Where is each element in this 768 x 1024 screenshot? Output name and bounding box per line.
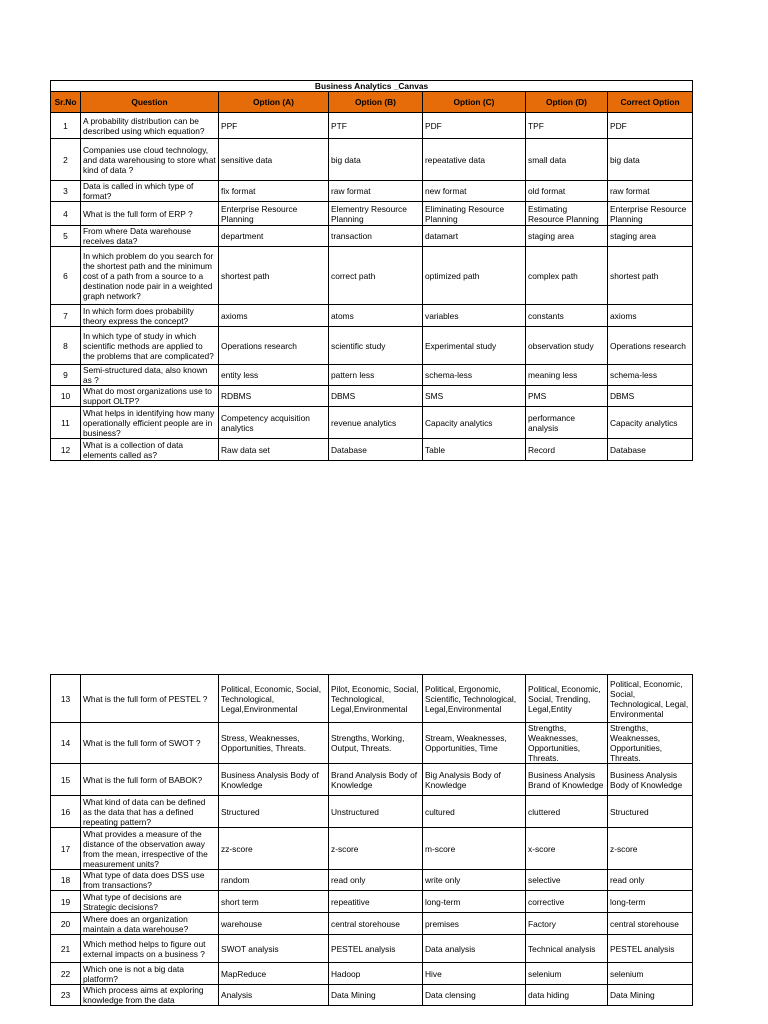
correct-option-cell: Structured: [608, 796, 693, 828]
correct-option-cell: Data Mining: [608, 985, 693, 1006]
option-a-cell: zz-score: [219, 828, 329, 870]
question-cell: What is the full form of ERP ?: [81, 202, 219, 226]
option-d-cell: corrective: [526, 891, 608, 913]
correct-option-cell: staging area: [608, 226, 693, 247]
sr-no-cell: 19: [51, 891, 81, 913]
option-c-cell: Big Analysis Body of Knowledge: [423, 764, 526, 796]
question-cell: What kind of data can be defined as the data that has a defined repeating pattern?: [81, 796, 219, 828]
option-a-cell: sensitive data: [219, 139, 329, 181]
correct-option-cell: central storehouse: [608, 913, 693, 935]
table-row: [51, 113, 693, 139]
table-row: [51, 386, 693, 407]
correct-option-cell: PDF: [608, 113, 693, 139]
option-d-cell: Technical analysis: [526, 935, 608, 963]
option-b-cell: transaction: [329, 226, 423, 247]
option-c-cell: Capacity analytics: [423, 407, 526, 439]
question-cell: In which problem do you search for the shortest path and the minimum cost of a path from a source to a destination node pair in a weighted graph network?: [81, 247, 219, 305]
option-b-cell: read only: [329, 870, 423, 891]
option-b-cell: scientific study: [329, 327, 423, 365]
option-a-cell: Structured: [219, 796, 329, 828]
table-row: [51, 181, 693, 202]
option-a-cell: Raw data set: [219, 439, 329, 461]
option-c-cell: PDF: [423, 113, 526, 139]
header-option-b: Option (B): [329, 92, 423, 113]
option-d-cell: TPF: [526, 113, 608, 139]
option-d-cell: Strengths, Weaknesses, Opportunities, Threats.: [526, 723, 608, 764]
option-c-cell: datamart: [423, 226, 526, 247]
table-row: [51, 439, 693, 461]
sr-no-cell: 11: [51, 407, 81, 439]
table-row: [51, 935, 693, 963]
correct-option-cell: Database: [608, 439, 693, 461]
option-c-cell: variables: [423, 305, 526, 327]
option-a-cell: Enterprise Resource Planning: [219, 202, 329, 226]
option-b-cell: atoms: [329, 305, 423, 327]
table-row: [51, 327, 693, 365]
correct-option-cell: raw format: [608, 181, 693, 202]
question-cell: Data is called in which type of format?: [81, 181, 219, 202]
option-c-cell: Table: [423, 439, 526, 461]
sheet-title: Business Analytics _Canvas: [51, 81, 693, 92]
question-cell: What do most organizations use to support OLTP?: [81, 386, 219, 407]
option-d-cell: complex path: [526, 247, 608, 305]
header-sr-no: Sr.No: [51, 92, 81, 113]
option-b-cell: PTF: [329, 113, 423, 139]
option-d-cell: Political, Economic, Social, Trending, Legal,Entity: [526, 675, 608, 723]
questions-table-1: [50, 80, 693, 461]
option-a-cell: Operations research: [219, 327, 329, 365]
sr-no-cell: 18: [51, 870, 81, 891]
option-d-cell: small data: [526, 139, 608, 181]
option-c-cell: Eliminating Resource Planning: [423, 202, 526, 226]
header-correct-option: Correct Option: [608, 92, 693, 113]
correct-option-cell: Enterprise Resource Planning: [608, 202, 693, 226]
question-cell: What type of data does DSS use from transactions?: [81, 870, 219, 891]
option-a-cell: random: [219, 870, 329, 891]
question-cell: What is the full form of PESTEL ?: [81, 675, 219, 723]
option-d-cell: Estimating Resource Planning: [526, 202, 608, 226]
option-b-cell: Database: [329, 439, 423, 461]
option-b-cell: z-score: [329, 828, 423, 870]
option-b-cell: DBMS: [329, 386, 423, 407]
table-row: [51, 985, 693, 1006]
option-c-cell: Data analysis: [423, 935, 526, 963]
table-row: [51, 407, 693, 439]
table-row: [51, 870, 693, 891]
sr-no-cell: 8: [51, 327, 81, 365]
question-cell: What helps in identifying how many operationally efficient people are in business?: [81, 407, 219, 439]
correct-option-cell: Operations research: [608, 327, 693, 365]
sr-no-cell: 14: [51, 723, 81, 764]
option-a-cell: shortest path: [219, 247, 329, 305]
option-c-cell: Stream, Weaknesses, Opportunities, Time: [423, 723, 526, 764]
option-d-cell: data hiding: [526, 985, 608, 1006]
question-cell: Where does an organization maintain a data warehouse?: [81, 913, 219, 935]
option-b-cell: Unstructured: [329, 796, 423, 828]
question-cell: What provides a measure of the distance of the observation away from the mean, irrespective of the measurement units?: [81, 828, 219, 870]
sr-no-cell: 1: [51, 113, 81, 139]
option-d-cell: cluttered: [526, 796, 608, 828]
option-a-cell: axioms: [219, 305, 329, 327]
option-a-cell: entity less: [219, 365, 329, 386]
table-row: [51, 305, 693, 327]
option-c-cell: SMS: [423, 386, 526, 407]
sr-no-cell: 17: [51, 828, 81, 870]
question-cell: Companies use cloud technology, and data warehousing to store what kind of data ?: [81, 139, 219, 181]
table-row: [51, 247, 693, 305]
sr-no-cell: 6: [51, 247, 81, 305]
sr-no-cell: 13: [51, 675, 81, 723]
sr-no-cell: 9: [51, 365, 81, 386]
option-b-cell: pattern less: [329, 365, 423, 386]
option-c-cell: Hive: [423, 963, 526, 985]
sr-no-cell: 3: [51, 181, 81, 202]
sr-no-cell: 23: [51, 985, 81, 1006]
questions-table-2: [50, 674, 693, 1006]
correct-option-cell: schema-less: [608, 365, 693, 386]
option-b-cell: Elementry Resource Planning: [329, 202, 423, 226]
option-a-cell: SWOT analysis: [219, 935, 329, 963]
option-b-cell: repeatitive: [329, 891, 423, 913]
question-cell: In which type of study in which scientific methods are applied to the problems that are complicated?: [81, 327, 219, 365]
option-b-cell: raw format: [329, 181, 423, 202]
option-c-cell: Experimental study: [423, 327, 526, 365]
sr-no-cell: 15: [51, 764, 81, 796]
option-b-cell: central storehouse: [329, 913, 423, 935]
table-row: [51, 675, 693, 723]
option-b-cell: Hadoop: [329, 963, 423, 985]
option-c-cell: m-score: [423, 828, 526, 870]
option-c-cell: long-term: [423, 891, 526, 913]
option-a-cell: RDBMS: [219, 386, 329, 407]
correct-option-cell: read only: [608, 870, 693, 891]
option-d-cell: constants: [526, 305, 608, 327]
option-d-cell: selective: [526, 870, 608, 891]
question-cell: Semi-structured data, also known as ?: [81, 365, 219, 386]
option-a-cell: MapReduce: [219, 963, 329, 985]
correct-option-cell: axioms: [608, 305, 693, 327]
option-d-cell: x-score: [526, 828, 608, 870]
option-b-cell: Strengths, Working, Output, Threats.: [329, 723, 423, 764]
table-row: [51, 963, 693, 985]
table-row: [51, 226, 693, 247]
sr-no-cell: 12: [51, 439, 81, 461]
correct-option-cell: big data: [608, 139, 693, 181]
option-d-cell: Record: [526, 439, 608, 461]
sr-no-cell: 4: [51, 202, 81, 226]
header-row: [51, 92, 693, 113]
correct-option-cell: PESTEL analysis: [608, 935, 693, 963]
option-d-cell: Business Analysis Brand of Knowledge: [526, 764, 608, 796]
sr-no-cell: 16: [51, 796, 81, 828]
option-c-cell: schema-less: [423, 365, 526, 386]
correct-option-cell: Business Analysis Body of Knowledge: [608, 764, 693, 796]
option-d-cell: staging area: [526, 226, 608, 247]
sr-no-cell: 7: [51, 305, 81, 327]
question-cell: What is the full form of SWOT ?: [81, 723, 219, 764]
table-row: [51, 139, 693, 181]
option-d-cell: Factory: [526, 913, 608, 935]
correct-option-cell: DBMS: [608, 386, 693, 407]
option-c-cell: Data clensing: [423, 985, 526, 1006]
option-c-cell: write only: [423, 870, 526, 891]
sr-no-cell: 20: [51, 913, 81, 935]
question-cell: From where Data warehouse receives data?: [81, 226, 219, 247]
option-a-cell: department: [219, 226, 329, 247]
option-a-cell: PPF: [219, 113, 329, 139]
option-c-cell: new format: [423, 181, 526, 202]
sr-no-cell: 2: [51, 139, 81, 181]
header-option-d: Option (D): [526, 92, 608, 113]
option-a-cell: Analysis: [219, 985, 329, 1006]
correct-option-cell: Political, Economic, Social, Technological, Legal, Environmental: [608, 675, 693, 723]
option-d-cell: selenium: [526, 963, 608, 985]
option-a-cell: short term: [219, 891, 329, 913]
question-cell: Which one is not a big data platform?: [81, 963, 219, 985]
option-d-cell: performance analysis: [526, 407, 608, 439]
option-b-cell: big data: [329, 139, 423, 181]
header-question: Question: [81, 92, 219, 113]
option-b-cell: revenue analytics: [329, 407, 423, 439]
option-a-cell: Business Analysis Body of Knowledge: [219, 764, 329, 796]
question-cell: Which process aims at exploring knowledge from the data: [81, 985, 219, 1006]
question-cell: What is a collection of data elements called as?: [81, 439, 219, 461]
sr-no-cell: 5: [51, 226, 81, 247]
table-row: [51, 202, 693, 226]
table-row: [51, 764, 693, 796]
option-a-cell: warehouse: [219, 913, 329, 935]
option-d-cell: PMS: [526, 386, 608, 407]
option-a-cell: Political, Economic, Social, Technological, Legal,Environmental: [219, 675, 329, 723]
correct-option-cell: Strengths, Weaknesses, Opportunities, Threats.: [608, 723, 693, 764]
option-c-cell: cultured: [423, 796, 526, 828]
sr-no-cell: 22: [51, 963, 81, 985]
question-cell: In which form does probability theory express the concept?: [81, 305, 219, 327]
sr-no-cell: 21: [51, 935, 81, 963]
header-option-c: Option (C): [423, 92, 526, 113]
option-a-cell: fix format: [219, 181, 329, 202]
option-c-cell: repeatative data: [423, 139, 526, 181]
correct-option-cell: selenium: [608, 963, 693, 985]
table-row: [51, 891, 693, 913]
option-a-cell: Stress, Weaknesses, Opportunities, Threats.: [219, 723, 329, 764]
option-b-cell: PESTEL analysis: [329, 935, 423, 963]
option-c-cell: premises: [423, 913, 526, 935]
question-cell: A probability distribution can be described using which equation?: [81, 113, 219, 139]
option-b-cell: Pilot, Economic, Social, Technological, Legal,Environmental: [329, 675, 423, 723]
question-cell: Which method helps to figure out external impacts on a business ?: [81, 935, 219, 963]
option-c-cell: optimized path: [423, 247, 526, 305]
option-b-cell: Brand Analysis Body of Knowledge: [329, 764, 423, 796]
sr-no-cell: 10: [51, 386, 81, 407]
table-row: [51, 723, 693, 764]
question-cell: What type of decisions are Strategic decisions?: [81, 891, 219, 913]
option-b-cell: Data Mining: [329, 985, 423, 1006]
table-row: [51, 828, 693, 870]
option-b-cell: correct path: [329, 247, 423, 305]
option-c-cell: Political, Ergonomic, Scientific, Technological, Legal,Environmental: [423, 675, 526, 723]
header-option-a: Option (A): [219, 92, 329, 113]
correct-option-cell: shortest path: [608, 247, 693, 305]
correct-option-cell: z-score: [608, 828, 693, 870]
option-d-cell: meaning less: [526, 365, 608, 386]
table-row: [51, 365, 693, 386]
option-d-cell: old format: [526, 181, 608, 202]
option-d-cell: observation study: [526, 327, 608, 365]
correct-option-cell: long-term: [608, 891, 693, 913]
correct-option-cell: Capacity analytics: [608, 407, 693, 439]
question-cell: What is the full form of BABOK?: [81, 764, 219, 796]
option-a-cell: Competency acquisition analytics: [219, 407, 329, 439]
table-row: [51, 796, 693, 828]
table-row: [51, 913, 693, 935]
